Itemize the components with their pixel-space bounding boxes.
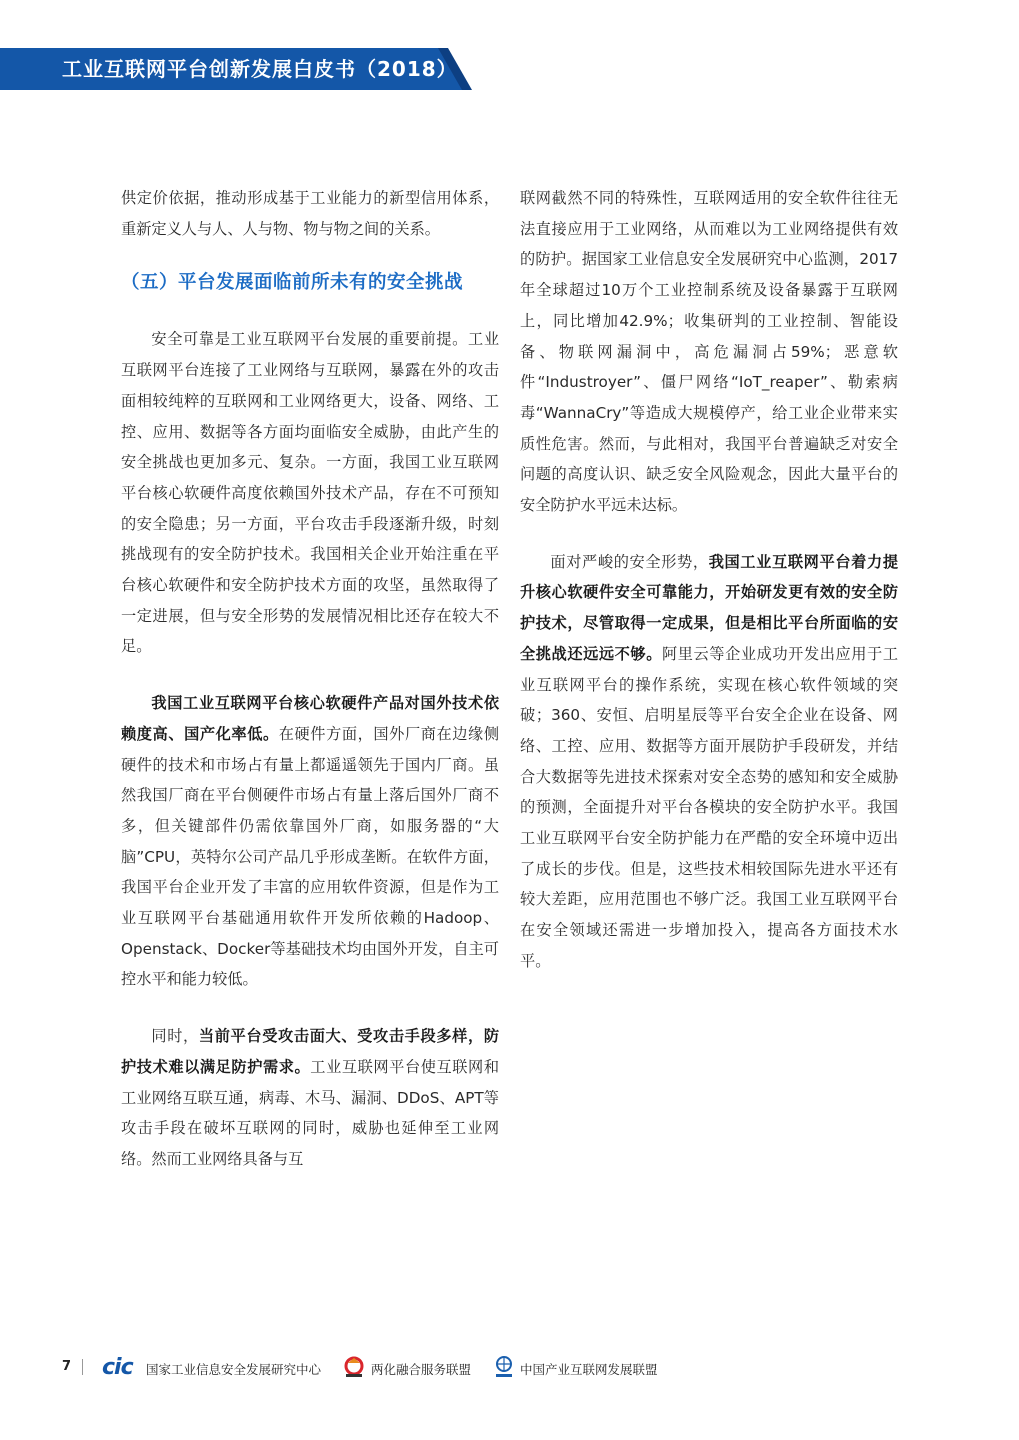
- right-paragraph-1: 联网截然不同的特殊性，互联网适用的安全软件往往无法直接应用于工业网络，从而难以为工业网络提供有效的防护。据国家工业信息安全发展研究中心监测，2017年全球超过10万个工业控制系统及设备暴露于互联网上，同比增加42.9%；收集研判的工业控制、智能设备、物联网漏洞中，高危漏洞占59%；恶意软件“Industroyer”、僵尸网络“IoT_reaper”、勒索病毒“WannaCry”等造成大规模停产，给工业企业带来实质性危害。然而，与此相对，我国平台普遍缺乏对安全问题的高度认识、缺乏安全风险观念，因此大量平台的安全防护水平远未达标。: [520, 189, 898, 515]
- left-paragraph-1: 供定价依据，推动形成基于工业能力的新型信用体系，重新定义人与人、人与物、物与物之间的关系。: [121, 189, 499, 238]
- left-paragraph-4-rest: 工业互联网平台使互联网和工业网络互联互通，病毒、木马、漏洞、DDoS、APT等攻击手段在破坏互联网的同时，威胁也延伸至工业网络。然而工业网络具备与互: [121, 1057, 500, 1168]
- aii-alliance-logo-icon: [342, 1355, 366, 1379]
- right-paragraph-2-start: 面对严峻的安全形势，: [550, 552, 709, 571]
- right-paragraph-2-bold: 我国工业互联网平台着力提升核心软硬件安全可靠能力，开始研发更有效的安全防护技术，尽管取得一定成果，但是相比平台所面临的安全挑战还远远不够。: [520, 552, 899, 663]
- left-paragraph-3-rest: 在硬件方面，国外厂商在边缘侧硬件的技术和市场占有量上都遥遥领先于国内厂商。虽然我国厂商在平台侧硬件市场占有量上落后国外厂商不多，但关键部件仍需依靠国外厂商，如服务器的“大脑”CPU，英特尔公司产品几乎形成垄断。在软件方面，我国平台企业开发了丰富的应用软件资源，但是作为工业互联网平台基础通用软件开发所依赖的Hadoop、Openstack、Docker等基础技术均由国外开发，自主可控水平和能力较低。: [121, 724, 500, 989]
- section-title: （五）平台发展面临前所未有的安全挑战: [121, 272, 464, 294]
- left-paragraph-2: 安全可靠是工业互联网平台发展的重要前提。工业互联网平台连接了工业网络与互联网，暴露在外的攻击面相较纯粹的互联网和工业网络更大，设备、网络、工控、应用、数据等各方面均面临安全威胁，由此产生的安全挑战也更加多元、复杂。一方面，我国工业互联网平台核心软硬件高度依赖国外技术产品，存在不可预知的安全隐患；另一方面，平台攻击手段逐渐升级，时刻挑战现有的安全防护技术。我国相关企业开始注重在平台核心软硬件和安全防护技术方面的攻坚，虽然取得了一定进展，但与安全形势的发展情况相比还存在较大不足。: [121, 330, 499, 656]
- org-idac-name: 中国产业互联网发展联盟: [520, 1362, 658, 1377]
- org-alliance-name: 两化融合服务联盟: [371, 1362, 472, 1377]
- org-cic-name: 国家工业信息安全发展研究中心: [146, 1362, 322, 1377]
- cic-logo-icon: cic: [102, 1355, 133, 1380]
- left-paragraph-4-bold: 当前平台受攻击面大、受攻击手段多样，防护技术难以满足防护需求。: [121, 1027, 500, 1076]
- footer-divider: [82, 1359, 83, 1375]
- left-paragraph-3-bold: 我国工业互联网平台核心软硬件产品对国外技术依赖度高、国产化率低。: [121, 694, 499, 743]
- footer: [62, 1355, 762, 1381]
- document-title: 工业互联网平台创新发展白皮书（2018）: [62, 57, 458, 81]
- left-paragraph-3: [121, 688, 499, 995]
- idac-globe-logo-icon: [494, 1355, 514, 1379]
- page-number: 7: [62, 1359, 72, 1374]
- left-paragraph-4-start: 同时，: [151, 1027, 199, 1046]
- right-paragraph-2-rest: 阿里云等企业成功开发出应用于工业互联网平台的操作系统，实现在核心软件领域的突破；360、安恒、启明星辰等平台安全企业在设备、网络、工控、应用、数据等方面开展防护手段研发，并结合大数据等先进技术探索对安全态势的感知和安全威胁的预测，全面提升对平台各模块的安全防护水平。我国工业互联网平台安全防护能力在严酷的安全环境中迈出了成长的步伐。但是，这些技术相较国际先进水平还有较大差距，应用范围也不够广泛。我国工业互联网平台在安全领域还需进一步增加投入，提高各方面技术水平。: [520, 644, 899, 970]
- left-column: [121, 183, 499, 1175]
- right-paragraph-2: [520, 547, 898, 977]
- left-paragraph-4: [121, 1021, 499, 1175]
- right-column: [520, 183, 898, 977]
